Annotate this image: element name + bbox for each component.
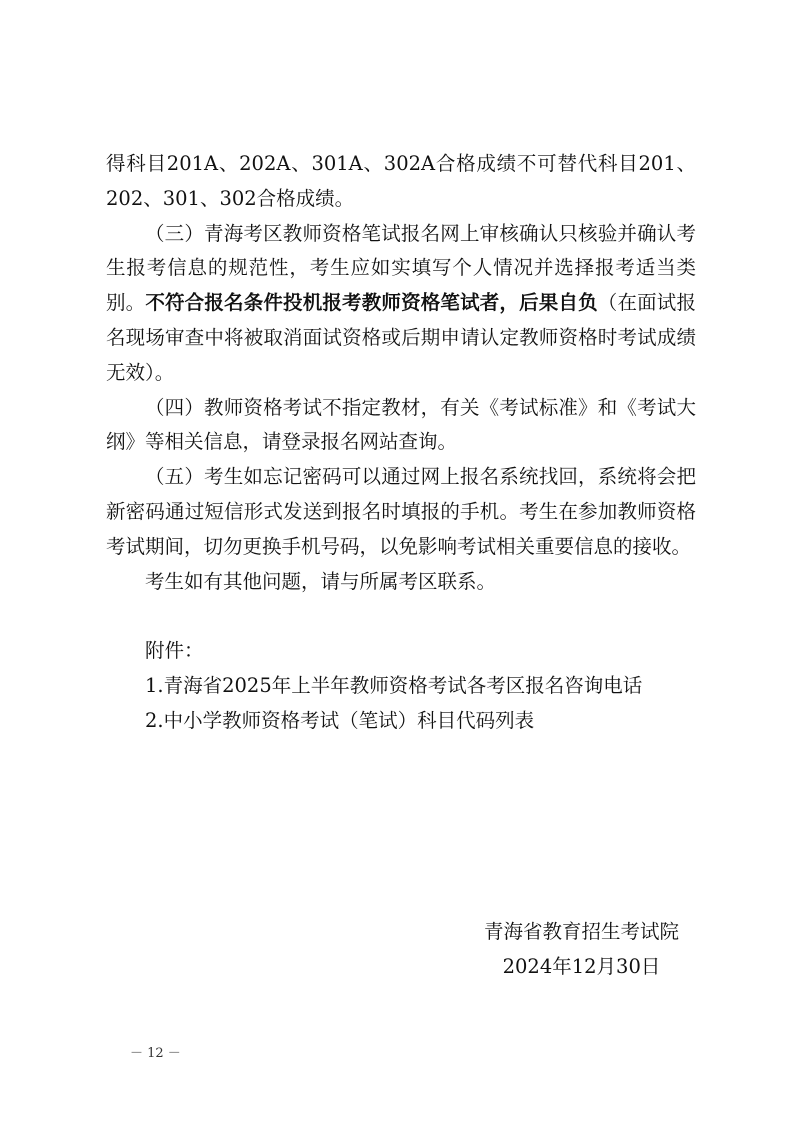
paragraph-item-3-tail: （在面试报名现场审查中将被取消面试资格或后期申请认定教师资格时考试成绩无效）。 — [106, 291, 696, 384]
paragraph-item-3 — [106, 217, 696, 391]
paragraph-contact-note: 考生如有其他问题，请与所属考区联系。 — [145, 569, 497, 593]
signature-block — [484, 915, 679, 985]
attachments-heading: 附件： — [145, 639, 204, 663]
paragraph-item-5: （五）考生如忘记密码可以通过网上报名系统找回，系统将会把新密码通过短信形式发送到报名时填报的手机。考生在参加教师资格考试期间，切勿更换手机号码，以免影响考试相关重要信息的接收。 — [106, 465, 696, 558]
paragraph-item-3-text: （三）青海考区教师资格笔试报名网上审核确认只核验并确认考生报考信息的规范性，考生应如实填写个人情况并选择报考适当类别。 — [106, 221, 696, 315]
document-body — [106, 147, 696, 739]
paragraph-item-4: （四）教师资格考试不指定教材，有关《考试标准》和《考试大纲》等相关信息，请登录报名网站查询。 — [106, 395, 696, 454]
paragraph-item-3-warning: 不符合报名条件投机报考教师资格笔试者，后果自负 — [145, 291, 598, 315]
attachment-item: 1.青海省2025年上半年教师资格考试各考区报名咨询电话 — [145, 674, 643, 698]
signature-date: 2024年12月30日 — [502, 954, 661, 978]
page-number: － 12 － — [130, 1046, 181, 1061]
spacer — [106, 599, 696, 634]
paragraph-continuation: 得科目201A、202A、301A、302A合格成绩不可替代科目201、202、301、302合格成绩。 — [106, 152, 696, 210]
signature-organization: 青海省教育招生考试院 — [483, 920, 679, 943]
attachment-item: 2.中小学教师资格考试（笔试）科目代码列表 — [145, 708, 535, 732]
